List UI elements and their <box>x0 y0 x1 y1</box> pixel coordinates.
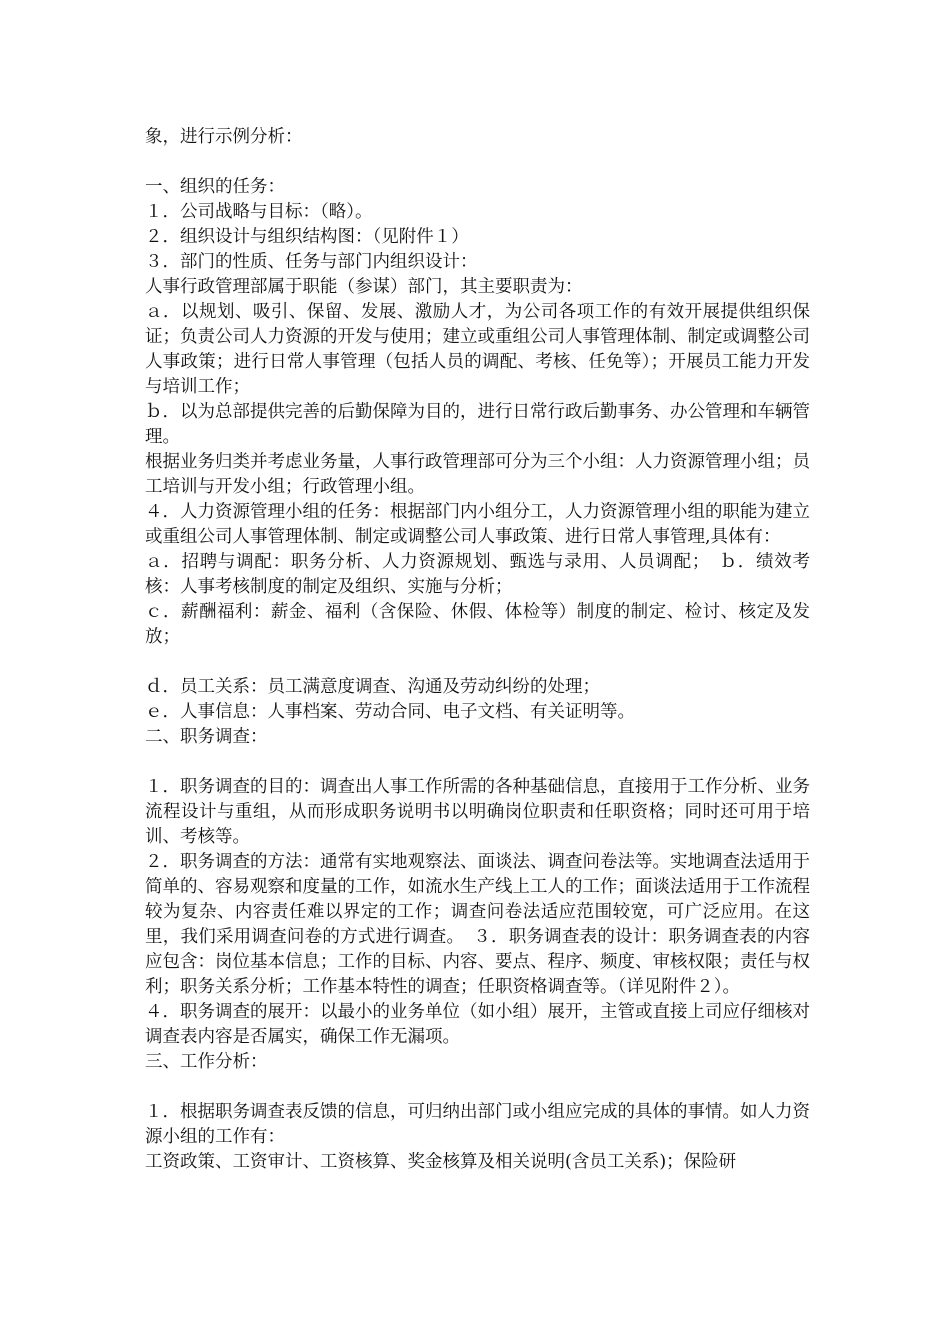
paragraph: ａ．以规划、吸引、保留、发展、激励人才，为公司各项工作的有效开展提供组织保证；负责公司人力资源的开发与使用；建立或重组公司人事管理体制、制定或调整公司人事政策；进行日常人事管理（包括人员的调配、考核、任免等）；开展员工能力开发与培训工作； <box>145 302 810 397</box>
section-heading: 一、组织的任务： <box>145 177 285 197</box>
paragraph: 根据业务归类并考虑业务量，人事行政管理部可分为三个小组：人力资源管理小组；员工培训与开发小组；行政管理小组。 <box>145 452 810 497</box>
section-heading: 二、职务调查： <box>145 727 268 747</box>
text-line: ３．部门的性质、任务与部门内组织设计： <box>145 252 478 272</box>
text-line: ｄ．员工关系：员工满意度调查、沟通及劳动纠纷的处理； <box>145 677 600 697</box>
text-line: ２．组织设计与组织结构图：（见附件１） <box>145 227 469 247</box>
document-body <box>145 125 810 1175</box>
blank-line <box>145 750 810 775</box>
paragraph: ｃ．薪酬福利：薪金、福利（含保险、休假、体检等）制度的制定、检讨、核定及发放； <box>145 602 810 647</box>
text-line: 象，进行示例分析： <box>145 127 303 147</box>
paragraph: １．职务调查的目的：调查出人事工作所需的各种基础信息，直接用于工作分析、业务流程设计与重组，从而形成职务说明书以明确岗位职责和任职资格；同时还可用于培训、考核等。 <box>145 777 810 847</box>
paragraph: ４．职务调查的展开：以最小的业务单位（如小组）展开，主管或直接上司应仔细核对调查表内容是否属实，确保工作无漏项。 <box>145 1002 810 1047</box>
text-line: 工资政策、工资审计、工资核算、奖金核算及相关说明(含员工关系)；保险研 <box>145 1152 737 1172</box>
blank-line <box>145 150 810 175</box>
section-heading: 三、工作分析： <box>145 1052 268 1072</box>
paragraph: ２．职务调查的方法：通常有实地观察法、面谈法、调查问卷法等。实地调查法适用于简单的、容易观察和度量的工作，如流水生产线上工人的工作；面谈法适用于工作流程较为复杂、内容责任难以界定的工作；调查问卷法适应范围较宽，可广泛应用。在这里，我们采用调查问卷的方式进行调查。 ３．职务调查表的设计：职务调查表的内容应包含：岗位基本信息；工作的目标、内容、要点、程序、频度、审核权限；责任与权利；职务关系分析；工作基本特性的调查；任职资格调查等。（详见附件２）。 <box>145 852 810 997</box>
text-line: ｅ．人事信息：人事档案、劳动合同、电子文档、有关证明等。 <box>145 702 635 722</box>
text-line: 人事行政管理部属于职能（参谋）部门，其主要职责为： <box>145 277 583 297</box>
paragraph: ａ．招聘与调配：职务分析、人力资源规划、甄选与录用、人员调配； ｂ．绩效考核：人事考核制度的制定及组织、实施与分析； <box>145 552 810 597</box>
paragraph: ｂ．以为总部提供完善的后勤保障为目的，进行日常行政后勤事务、办公管理和车辆管理。 <box>145 402 810 447</box>
blank-line <box>145 650 810 675</box>
paragraph: ４．人力资源管理小组的任务：根据部门内小组分工，人力资源管理小组的职能为建立或重组公司人事管理体制、制定或调整公司人事政策、进行日常人事管理,具体有： <box>145 502 810 547</box>
text-line: １．公司战略与目标：（略）。 <box>145 202 373 222</box>
paragraph: １．根据职务调查表反馈的信息，可归纳出部门或小组应完成的具体的事情。如人力资源小组的工作有： <box>145 1102 810 1147</box>
blank-line <box>145 1075 810 1100</box>
